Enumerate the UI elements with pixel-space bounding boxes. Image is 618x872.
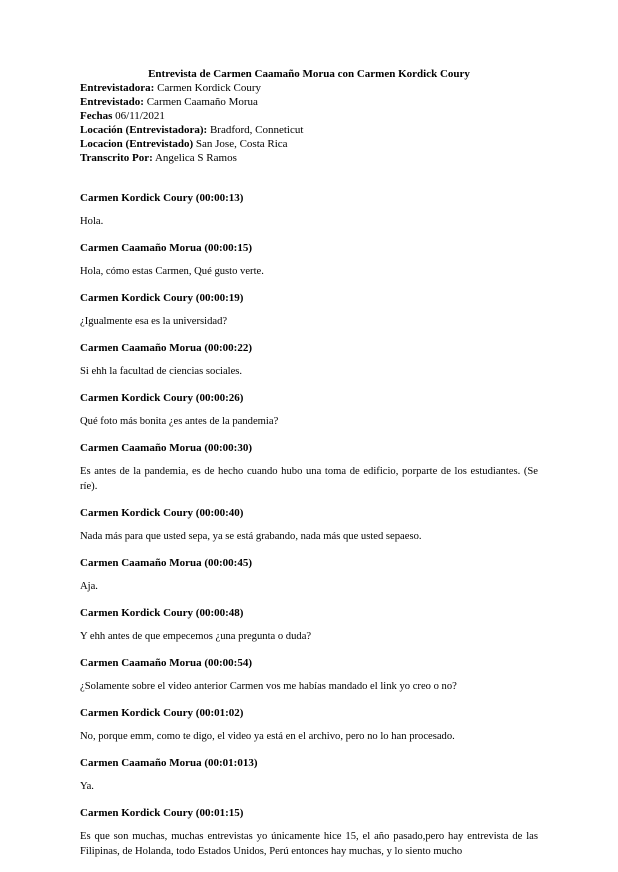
meta-label: Locacion (Entrevistado) (80, 138, 194, 150)
transcript-turn (80, 292, 538, 329)
meta-interviewee (80, 96, 303, 110)
meta-interviewee-location (80, 138, 303, 152)
utterance: Ya. (80, 781, 94, 792)
speaker-timestamp: Carmen Caamaño Morua (00:00:15) (80, 242, 252, 254)
meta-transcriber (80, 152, 303, 166)
utterance: Si ehh la facultad de ciencias sociales. (80, 366, 243, 377)
transcript-turn (80, 607, 538, 644)
document-title: Entrevista de Carmen Caamaño Morua con Carmen Kordick Coury (148, 68, 470, 80)
speaker-timestamp: Carmen Caamaño Morua (00:00:22) (80, 342, 252, 354)
meta-value: Bradford, Conneticut (209, 124, 304, 136)
utterance: ¿Igualmente esa es la universidad? (80, 316, 228, 327)
meta-value: Carmen Kordick Coury (157, 82, 261, 94)
speaker-timestamp: Carmen Kordick Coury (00:01:15) (80, 807, 244, 819)
meta-label: Locación (Entrevistadora): (80, 124, 208, 136)
transcript-turn (80, 342, 538, 379)
transcript-turn (80, 242, 538, 279)
utterance: Es que son muchas, muchas entrevistas yo únicamente hice 15, el año pasado,pero hay entrevista de las Filipinas, de Holanda, todo Estados Unidos, Perú entonces hay muchas, y lo siento mucho (80, 831, 538, 857)
speaker-timestamp: Carmen Kordick Coury (00:00:40) (80, 507, 244, 519)
transcript-turn (80, 807, 538, 859)
speaker-timestamp: Carmen Kordick Coury (00:00:13) (80, 192, 244, 204)
transcript-turn (80, 757, 538, 794)
transcript (80, 192, 538, 872)
transcript-turn (80, 707, 538, 744)
transcript-turn (80, 392, 538, 429)
transcript-turn (80, 192, 538, 229)
speaker-timestamp: Carmen Kordick Coury (00:00:19) (80, 292, 244, 304)
speaker-timestamp: Carmen Caamaño Morua (00:00:45) (80, 557, 252, 569)
transcript-turn (80, 507, 538, 544)
transcript-turn (80, 442, 538, 494)
utterance: Nada más para que usted sepa, ya se está grabando, nada más que usted sepaeso. (80, 531, 422, 542)
meta-value: Angelica S Ramos (154, 152, 237, 164)
transcript-turn (80, 657, 538, 694)
meta-interviewer-location (80, 124, 303, 138)
interview-metadata (80, 82, 303, 166)
speaker-timestamp: Carmen Kordick Coury (00:00:48) (80, 607, 244, 619)
meta-value: 06/11/2021 (115, 110, 165, 122)
utterance: Hola. (80, 216, 104, 227)
meta-label: Entrevistado: (80, 96, 144, 108)
meta-label: Entrevistadora: (80, 82, 155, 94)
utterance: ¿Solamente sobre el video anterior Carmen vos me habías mandado el link yo creo o no? (80, 681, 457, 692)
meta-label: Transcrito Por: (80, 152, 153, 164)
speaker-timestamp: Carmen Caamaño Morua (00:00:30) (80, 442, 252, 454)
utterance: Y ehh antes de que empecemos ¿una pregunta o duda? (80, 631, 312, 642)
meta-label: Fechas (80, 110, 113, 122)
utterance: No, porque emm, como te digo, el video ya está en el archivo, pero no lo han procesado. (80, 731, 455, 742)
meta-value: Carmen Caamaño Morua (146, 96, 258, 108)
utterance: Es antes de la pandemia, es de hecho cuando hubo una toma de edificio, porparte de los estudiantes. (Se ríe). (80, 466, 538, 492)
speaker-timestamp: Carmen Kordick Coury (00:01:02) (80, 707, 244, 719)
speaker-timestamp: Carmen Caamaño Morua (00:00:54) (80, 657, 252, 669)
speaker-timestamp: Carmen Caamaño Morua (00:01:013) (80, 757, 258, 769)
meta-value: San Jose, Costa Rica (195, 138, 288, 150)
utterance: Qué foto más bonita ¿es antes de la pandemia? (80, 416, 279, 427)
meta-date (80, 110, 303, 124)
meta-interviewer (80, 82, 303, 96)
utterance: Hola, cómo estas Carmen, Qué gusto verte. (80, 266, 264, 277)
transcript-turn (80, 557, 538, 594)
utterance: Aja. (80, 581, 98, 592)
speaker-timestamp: Carmen Kordick Coury (00:00:26) (80, 392, 244, 404)
